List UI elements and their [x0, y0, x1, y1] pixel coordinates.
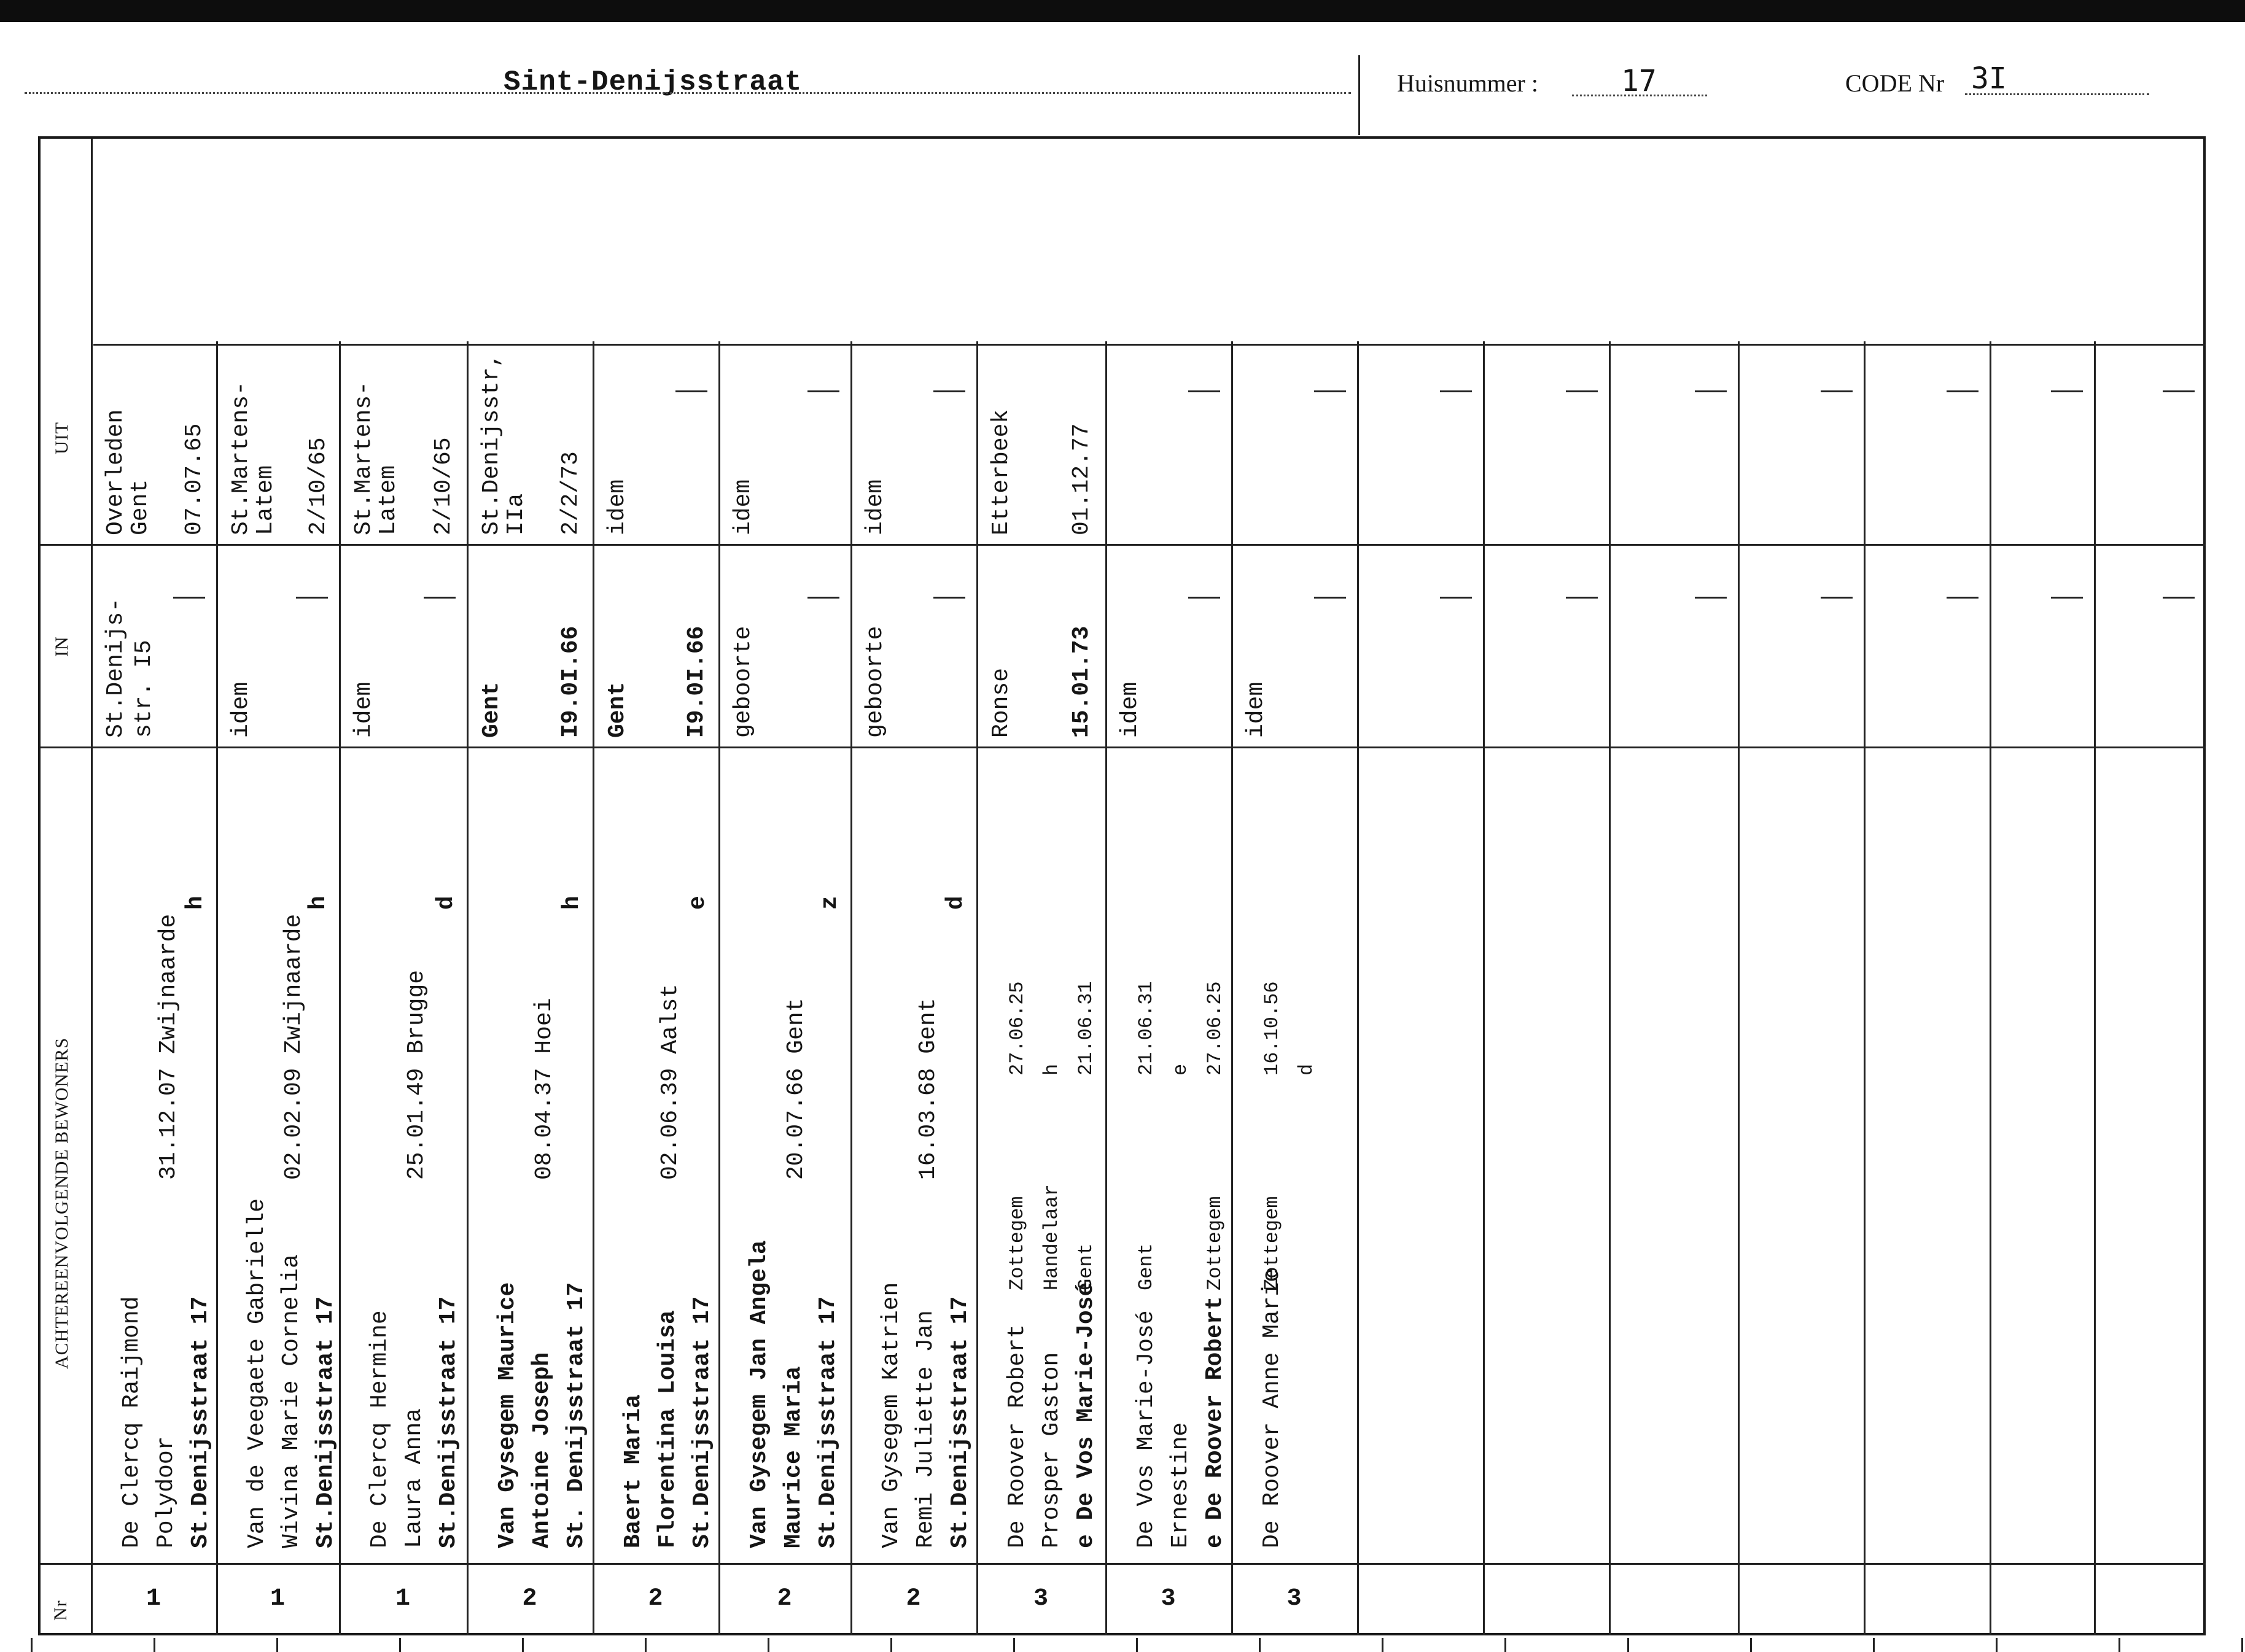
resident-name-line: De Roover Robert [1004, 1324, 1030, 1548]
sex-code: d [433, 896, 459, 910]
resident-name-line: St.Denijsstraat 17 [187, 1296, 214, 1548]
uit-place: IIa [503, 493, 529, 535]
birth-date-place: 31.12.07 Zwijnaarde [155, 913, 182, 1180]
code-dotted-line [1965, 93, 2149, 95]
birth-place-line: Handelaar [1040, 1184, 1063, 1290]
bottom-edge-tick [768, 1638, 769, 1652]
birth-date-place: 25.01.49 Brugge [403, 969, 430, 1180]
empty-in-date-mark [424, 597, 456, 599]
uit-place: Overleden [103, 409, 129, 535]
resident-name-line: St.Denijsstraat 17 [815, 1296, 841, 1548]
birth-date-place: 08.04.37 Hoei [531, 998, 558, 1180]
bottom-edge-tick [1873, 1638, 1875, 1652]
uit-date: 07.07.65 [181, 423, 208, 535]
resident-name-line: De Clercq Hermine [367, 1310, 393, 1548]
bottom-edge-tick [1996, 1638, 1998, 1652]
resident-name-line: Maurice Maria [780, 1366, 807, 1548]
header-separator [1358, 55, 1360, 135]
in-place: Ronse [988, 667, 1014, 738]
empty-uit-date-mark [675, 390, 707, 392]
resident-name-line: Van Gysegem Katrien [878, 1282, 905, 1548]
in-date: I9.0I.66 [683, 626, 710, 738]
in-bewoners-line [41, 747, 2206, 748]
birth-date-line: d [1295, 1063, 1318, 1076]
uit-place: St.Martens- [228, 381, 254, 535]
resident-name-line: Antoine Joseph [529, 1352, 555, 1548]
empty-date-mark [1566, 597, 1598, 599]
resident-name-line: St. Denijsstraat 17 [563, 1282, 589, 1548]
birth-place-line: Zottegem [1204, 1196, 1226, 1290]
row-separator-line [1609, 341, 1611, 1635]
birth-date-line: e [1169, 1063, 1192, 1076]
empty-in-date-mark [933, 597, 965, 599]
sex-code: d [943, 896, 969, 910]
col-label-in: IN [52, 636, 72, 657]
empty-date-mark [1821, 390, 1853, 392]
bottom-edge-tick [1382, 1638, 1383, 1652]
birth-date-place: 16.03.68 Gent [915, 998, 941, 1180]
empty-in-date-mark [173, 597, 205, 599]
in-place: idem [228, 681, 254, 738]
uit-place: idem [862, 479, 889, 535]
bottom-edge-tick [1504, 1638, 1506, 1652]
empty-uit-date-mark [1314, 390, 1346, 392]
resident-name-line: Van Gysegem Maurice [494, 1282, 521, 1548]
uit-place: idem [604, 479, 631, 535]
row-number: 1 [395, 1585, 411, 1613]
row-separator-line [1357, 341, 1359, 1635]
uit-place: Etterbeek [988, 409, 1014, 535]
huisnummer-dotted-line [1572, 95, 1707, 96]
huisnummer-label: Huisnummer : [1397, 69, 1538, 97]
empty-in-date-mark [1188, 597, 1220, 599]
in-date: I9.0I.66 [557, 626, 584, 738]
in-place: idem [351, 681, 377, 738]
birth-place-line: Zottegem [1006, 1196, 1029, 1290]
empty-date-mark [1947, 390, 1978, 392]
huisnummer-value: 17 [1621, 64, 1657, 98]
row-number: 3 [1033, 1585, 1049, 1613]
scan-top-edge [0, 0, 2245, 22]
label-column-line [91, 139, 93, 1635]
uit-place: Latem [375, 465, 402, 535]
birth-place-line: Gent [1135, 1243, 1158, 1290]
sex-code: e [685, 896, 711, 910]
bottom-edge-tick [2241, 1638, 2243, 1652]
bewoners-nr-line [41, 1563, 2206, 1565]
uit-place: idem [730, 479, 757, 535]
bottom-edge-tick [399, 1638, 401, 1652]
sex-code: z [817, 896, 843, 910]
in-place: St.Denijs- [103, 597, 129, 738]
col-label-bewoners: ACHTEREENVOLGENDE BEWONERS [52, 1037, 72, 1369]
bottom-edge-tick [1750, 1638, 1752, 1652]
empty-date-mark [1695, 390, 1727, 392]
row-separator-line [467, 341, 469, 1635]
row-number: 2 [522, 1585, 537, 1613]
street-dotted-line [25, 92, 1351, 94]
bottom-edge-tick [1627, 1638, 1629, 1652]
bottom-edge-tick [1136, 1638, 1138, 1652]
birth-date-line: 21.06.31 [1075, 981, 1097, 1076]
empty-in-date-mark [296, 597, 328, 599]
bottom-edge-tick [31, 1638, 33, 1652]
uit-place: St.Denijsstr, [478, 353, 505, 535]
uit-place: Latem [252, 465, 279, 535]
row-number: 2 [906, 1585, 921, 1613]
empty-date-mark [2051, 597, 2083, 599]
resident-name-line: Van de Veegaete Gabrielle [244, 1198, 270, 1548]
resident-name-line: e De Vos Marie-José [1073, 1282, 1099, 1548]
code-label: CODE Nr [1845, 69, 1945, 97]
resident-name-line: De Vos Marie-José [1133, 1310, 1159, 1548]
row-separator-line [1105, 341, 1107, 1635]
empty-date-mark [1440, 597, 1472, 599]
resident-name-line: De Clercq Raijmond [119, 1296, 145, 1548]
empty-uit-date-mark [1188, 390, 1220, 392]
empty-in-date-mark [1314, 597, 1346, 599]
in-place: str. I5 [131, 640, 157, 738]
uit-date: 2/10/65 [305, 437, 332, 535]
empty-uit-date-mark [933, 390, 965, 392]
birth-date-line: 21.06.31 [1135, 981, 1158, 1076]
bottom-edge-tick [2119, 1638, 2120, 1652]
in-place: idem [1117, 681, 1143, 738]
row-number: 3 [1161, 1585, 1176, 1613]
uit-date: 2/10/65 [430, 437, 457, 535]
in-place: geboorte [730, 626, 757, 738]
resident-name-line: Remi Juliette Jan [912, 1310, 939, 1548]
resident-name-line: De Roover Anne Marie [1259, 1268, 1285, 1548]
resident-name-line: Florentina Louisa [655, 1310, 681, 1548]
row-separator-line [850, 341, 852, 1635]
resident-name-line: St.Denijsstraat 17 [313, 1296, 339, 1548]
row-separator-line [1864, 341, 1866, 1635]
in-place: Gent [478, 681, 505, 738]
resident-name-line: e De Roover Robert [1202, 1296, 1228, 1548]
in-date: 15.01.73 [1068, 626, 1095, 738]
birth-date-line: h [1040, 1063, 1063, 1076]
empty-date-mark [1947, 597, 1978, 599]
row-separator-line [1990, 341, 1991, 1635]
row-number: 1 [146, 1585, 161, 1613]
street-name: Sint-Denijsstraat [504, 66, 803, 98]
uit-in-line [41, 544, 2206, 546]
bottom-edge-tick [1259, 1638, 1261, 1652]
uit-place: Gent [127, 479, 154, 535]
uit-date: 2/2/73 [557, 451, 584, 535]
row-number: 2 [648, 1585, 663, 1613]
birth-place-line: Gent [1075, 1243, 1097, 1290]
resident-name-line: Van Gysegem Jan Angela [746, 1240, 772, 1548]
bottom-edge-tick [154, 1638, 155, 1652]
resident-name-line: St.Denijsstraat 17 [689, 1296, 715, 1548]
empty-date-mark [2163, 390, 2195, 392]
empty-uit-date-mark [807, 390, 839, 392]
bottom-edge-tick [276, 1638, 278, 1652]
birth-date-place: 02.02.09 Zwijnaarde [281, 913, 307, 1180]
bottom-edge-tick [522, 1638, 524, 1652]
birth-date-line: 27.06.25 [1006, 981, 1029, 1076]
resident-name-line: Wivina Marie Cornelia [278, 1254, 305, 1548]
resident-name-line: Prosper Gaston [1038, 1352, 1065, 1548]
resident-name-line: Ernestine [1167, 1422, 1194, 1548]
empty-date-mark [2051, 390, 2083, 392]
sex-code: h [305, 896, 332, 910]
sex-code: h [559, 896, 585, 910]
resident-name-line: Polydoor [153, 1436, 179, 1548]
in-place: idem [1243, 681, 1269, 738]
in-place: Gent [604, 681, 631, 738]
uit-date: 01.12.77 [1068, 423, 1095, 535]
birth-date-place: 02.06.39 Aalst [657, 983, 683, 1180]
resident-name-line: Baert Maria [620, 1394, 647, 1548]
empty-date-mark [2163, 597, 2195, 599]
resident-name-line: St.Denijsstraat 17 [947, 1296, 973, 1548]
sex-code: h [182, 896, 209, 910]
empty-date-mark [1566, 390, 1598, 392]
bottom-edge-tick [645, 1638, 647, 1652]
in-place: geboorte [862, 626, 889, 738]
resident-name-line: St.Denijsstraat 17 [435, 1296, 462, 1548]
empty-date-mark [1440, 390, 1472, 392]
bottom-edge-tick [1013, 1638, 1015, 1652]
code-value: 3I [1971, 61, 2007, 96]
row-number: 1 [270, 1585, 286, 1613]
bottom-edge-tick [890, 1638, 892, 1652]
empty-in-date-mark [807, 597, 839, 599]
row-number: 2 [777, 1585, 792, 1613]
row-separator-line [1483, 341, 1485, 1635]
col-label-nr: Nr [50, 1600, 71, 1621]
col-label-uit: UIT [52, 422, 72, 454]
row-separator-line [2094, 341, 2096, 1635]
empty-date-mark [1695, 597, 1727, 599]
uit-top-line [93, 344, 2206, 346]
row-number: 3 [1286, 1585, 1302, 1613]
empty-date-mark [1821, 597, 1853, 599]
birth-date-line: 27.06.25 [1204, 981, 1226, 1076]
resident-name-line: Laura Anna [401, 1408, 427, 1548]
uit-place: St.Martens- [351, 381, 377, 535]
birth-place-line: Zottegem [1261, 1196, 1283, 1290]
birth-date-line: 16.10.56 [1261, 981, 1283, 1076]
birth-date-place: 20.07.66 Gent [783, 998, 809, 1180]
row-separator-line [1738, 341, 1740, 1635]
